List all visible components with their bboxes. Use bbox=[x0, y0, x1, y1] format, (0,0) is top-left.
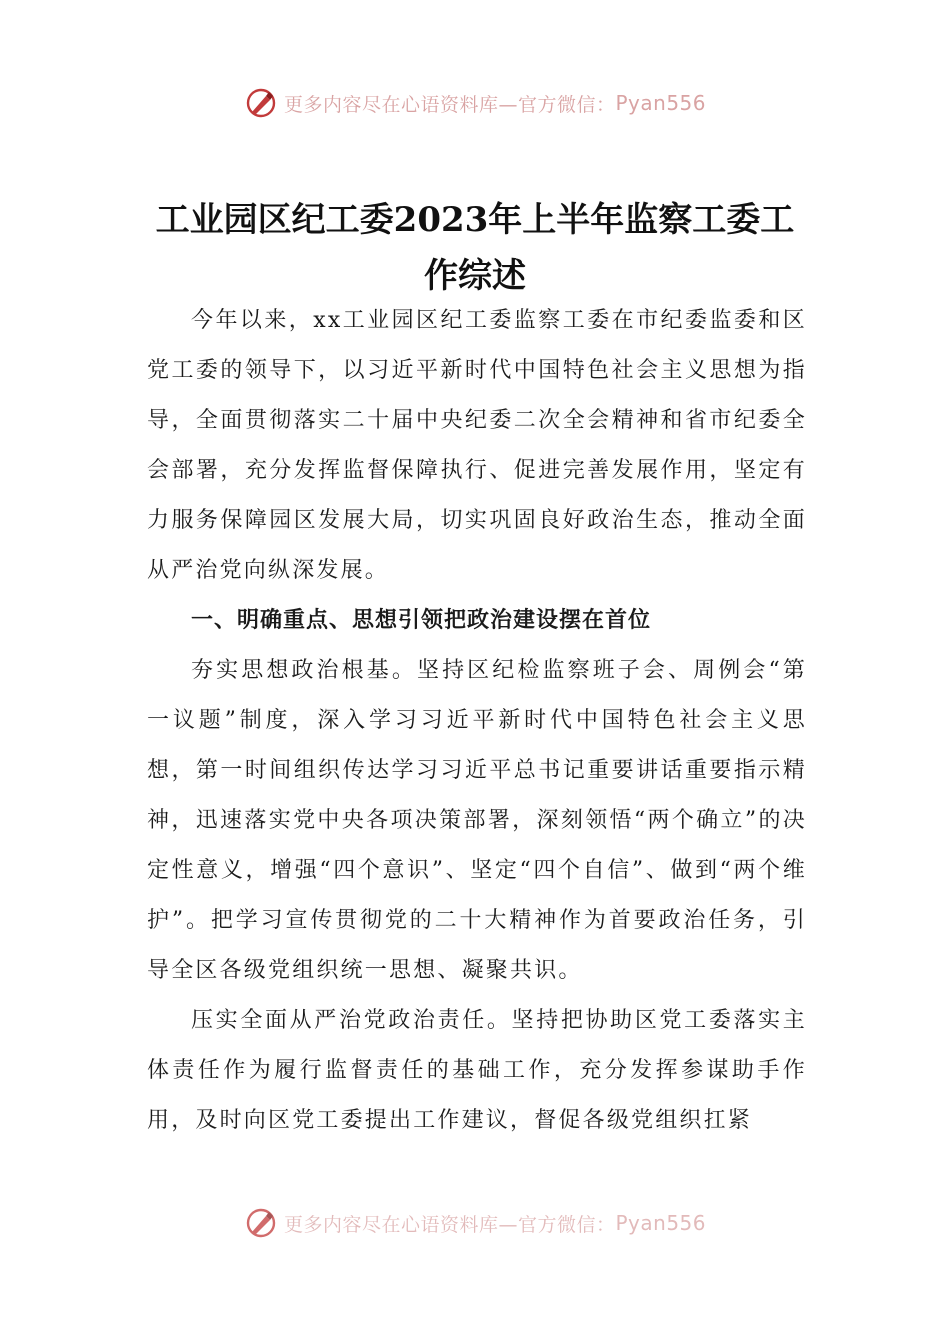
body-paragraph-1: 夯实思想政治根基。坚持区纪检监察班子会、周例会“第一议题”制度，深入学习习近平新时代中国特色社会主义思想，第一时间组织传达学习习近平总书记重要讲话重要指示精神，迅速落实党中央各项决策部署，深刻领悟“两个确立”的决定性意义，增强“四个意识”、坚定“四个自信”、做到“两个维护”。把学习宣传贯彻党的二十大精神作为首要政治任务，引导全区各级党组织统一思想、凝聚共识。 bbox=[147, 658, 807, 983]
body-paragraph-2: 压实全面从严治党政治责任。坚持把协助区党工委落实主体责任作为履行监督责任的基础工作，充分发挥参谋助手作用，及时向区党工委提出工作建议，督促各级党组织扛紧 bbox=[147, 1008, 807, 1133]
document-body bbox=[147, 296, 807, 1146]
watermark-header bbox=[0, 83, 950, 123]
watermark-wechat-id: Pyan556 bbox=[615, 1211, 707, 1235]
watermark-text: 更多内容尽在心语资料库—官方微信： bbox=[283, 1213, 616, 1236]
section-heading-1: 一、明确重点、思想引领把政治建设摆在首位 bbox=[191, 608, 652, 633]
document-title: 工业园区纪工委2023年上半年监察工委工作综述 bbox=[155, 200, 795, 296]
pen-logo-icon bbox=[244, 86, 278, 120]
watermark-wechat-id: Pyan556 bbox=[615, 91, 707, 115]
watermark-footer bbox=[0, 1203, 950, 1243]
watermark-text: 更多内容尽在心语资料库—官方微信： bbox=[283, 93, 616, 116]
pen-logo-icon bbox=[244, 1206, 278, 1240]
intro-paragraph: 今年以来，xx工业园区纪工委监察工委在市纪委监委和区党工委的领导下，以习近平新时代中国特色社会主义思想为指导，全面贯彻落实二十届中央纪委二次全会精神和省市纪委全会部署，充分发挥监督保障执行、促进完善发展作用，坚定有力服务保障园区发展大局，切实巩固良好政治生态，推动全面从严治党向纵深发展。 bbox=[147, 308, 807, 583]
